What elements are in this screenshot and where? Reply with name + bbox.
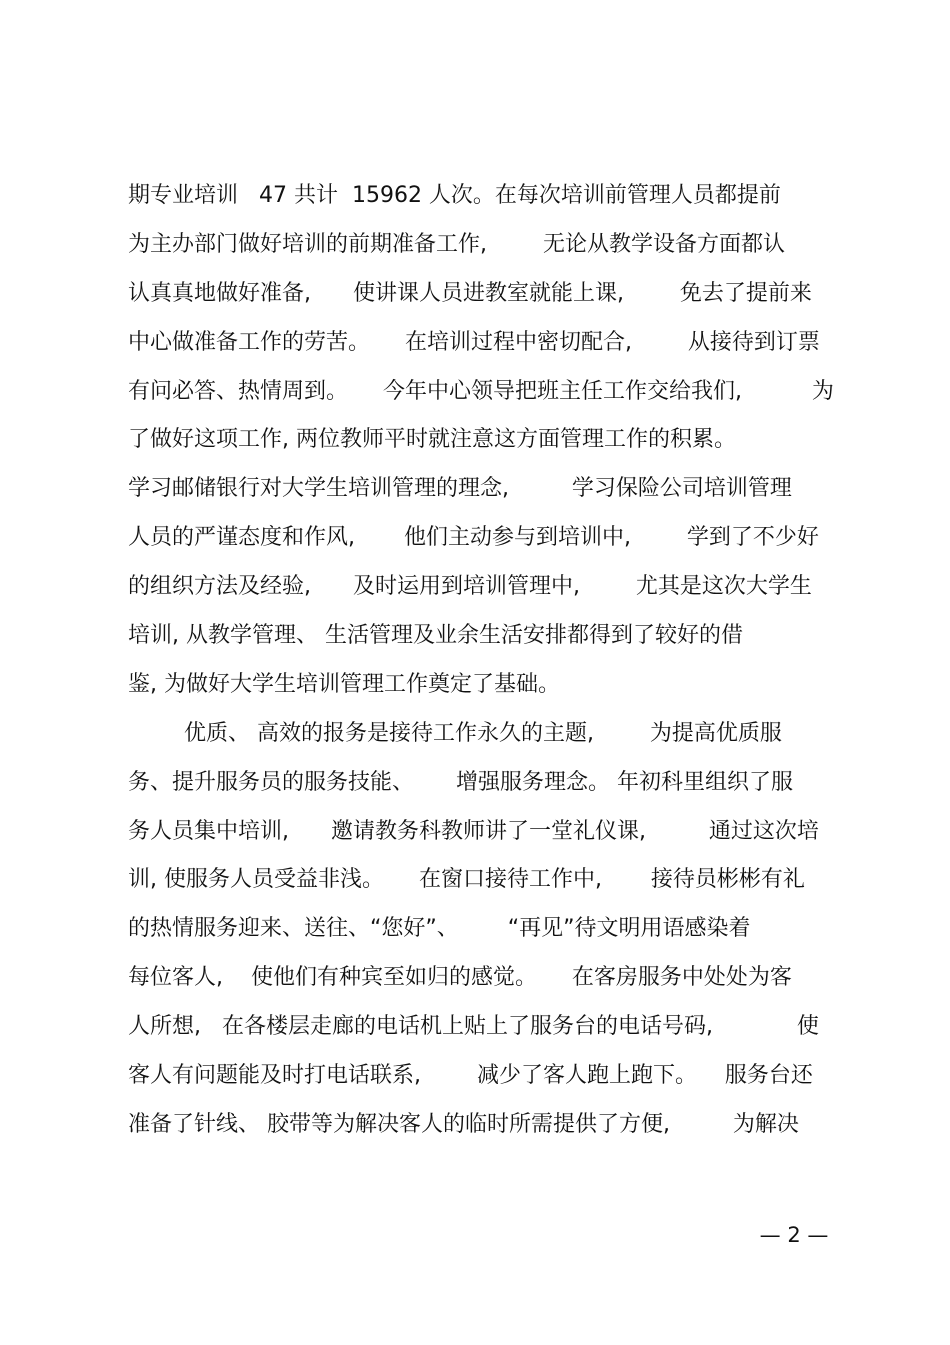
page-number: — 2 — — [759, 1223, 829, 1247]
paragraph-start-line: 优质、 高效的报务是接待工作永久的主题, 为提高优质服 — [128, 720, 782, 746]
text-line: 准备了针线、 胶带等为解决客人的临时所需提供了方便, 为解决 — [128, 1111, 799, 1137]
text-line: 训, 使服务人员受益非浅。 在窗口接待工作中, 接待员彬彬有礼 — [128, 867, 805, 893]
text-line: 人所想, 在各楼层走廊的电话机上贴上了服务台的电话号码, 使 — [128, 1014, 819, 1040]
text-line: 客人有问题能及时打电话联系, 减少了客人跑上跑下。 服务台还 — [128, 1063, 813, 1089]
text-line: 培训, 从教学管理、 生活管理及业余生活安排都得到了较好的借 — [128, 623, 743, 649]
text-line: 期专业培训 47 共计 15962 人次。在每次培训前管理人员都提前 — [128, 183, 781, 208]
text-line: 鉴, 为做好大学生培训管理工作奠定了基础。 — [128, 671, 560, 697]
text-line: 认真真地做好准备, 使讲课人员进教室就能上课, 免去了提前来 — [128, 280, 812, 306]
text-line: 中心做准备工作的劳苦。 在培训过程中密切配合, 从接待到订票 — [128, 329, 820, 355]
text-line: 务人员集中培训, 邀请教务科教师讲了一堂礼仪课, 通过这次培 — [128, 818, 819, 844]
text-line: 了做好这项工作, 两位教师平时就注意这方面管理工作的积累。 — [128, 427, 736, 453]
text-line: 人员的严谨态度和作风, 他们主动参与到培训中, 学到了不少好 — [128, 525, 819, 551]
text-line: 务、提升服务员的服务技能、 增强服务理念。 年初科里组织了服 — [128, 769, 793, 795]
text-line: 有问必答、热情周到。 今年中心领导把班主任工作交给我们, 为 — [128, 378, 834, 404]
text-line: 学习邮储银行对大学生培训管理的理念, 学习保险公司培训管理 — [128, 476, 792, 502]
text-line: 为主办部门做好培训的前期准备工作, 无论从教学设备方面都认 — [128, 231, 785, 257]
text-line: 的组织方法及经验, 及时运用到培训管理中, 尤其是这次大学生 — [128, 574, 812, 600]
text-line: 的热情服务迎来、送往、“您好”、 “再见”待文明用语感染着 — [128, 916, 751, 942]
text-line: 每位客人, 使他们有种宾至如归的感觉。 在客房服务中处处为客 — [128, 965, 792, 991]
body-text — [128, 172, 834, 1150]
